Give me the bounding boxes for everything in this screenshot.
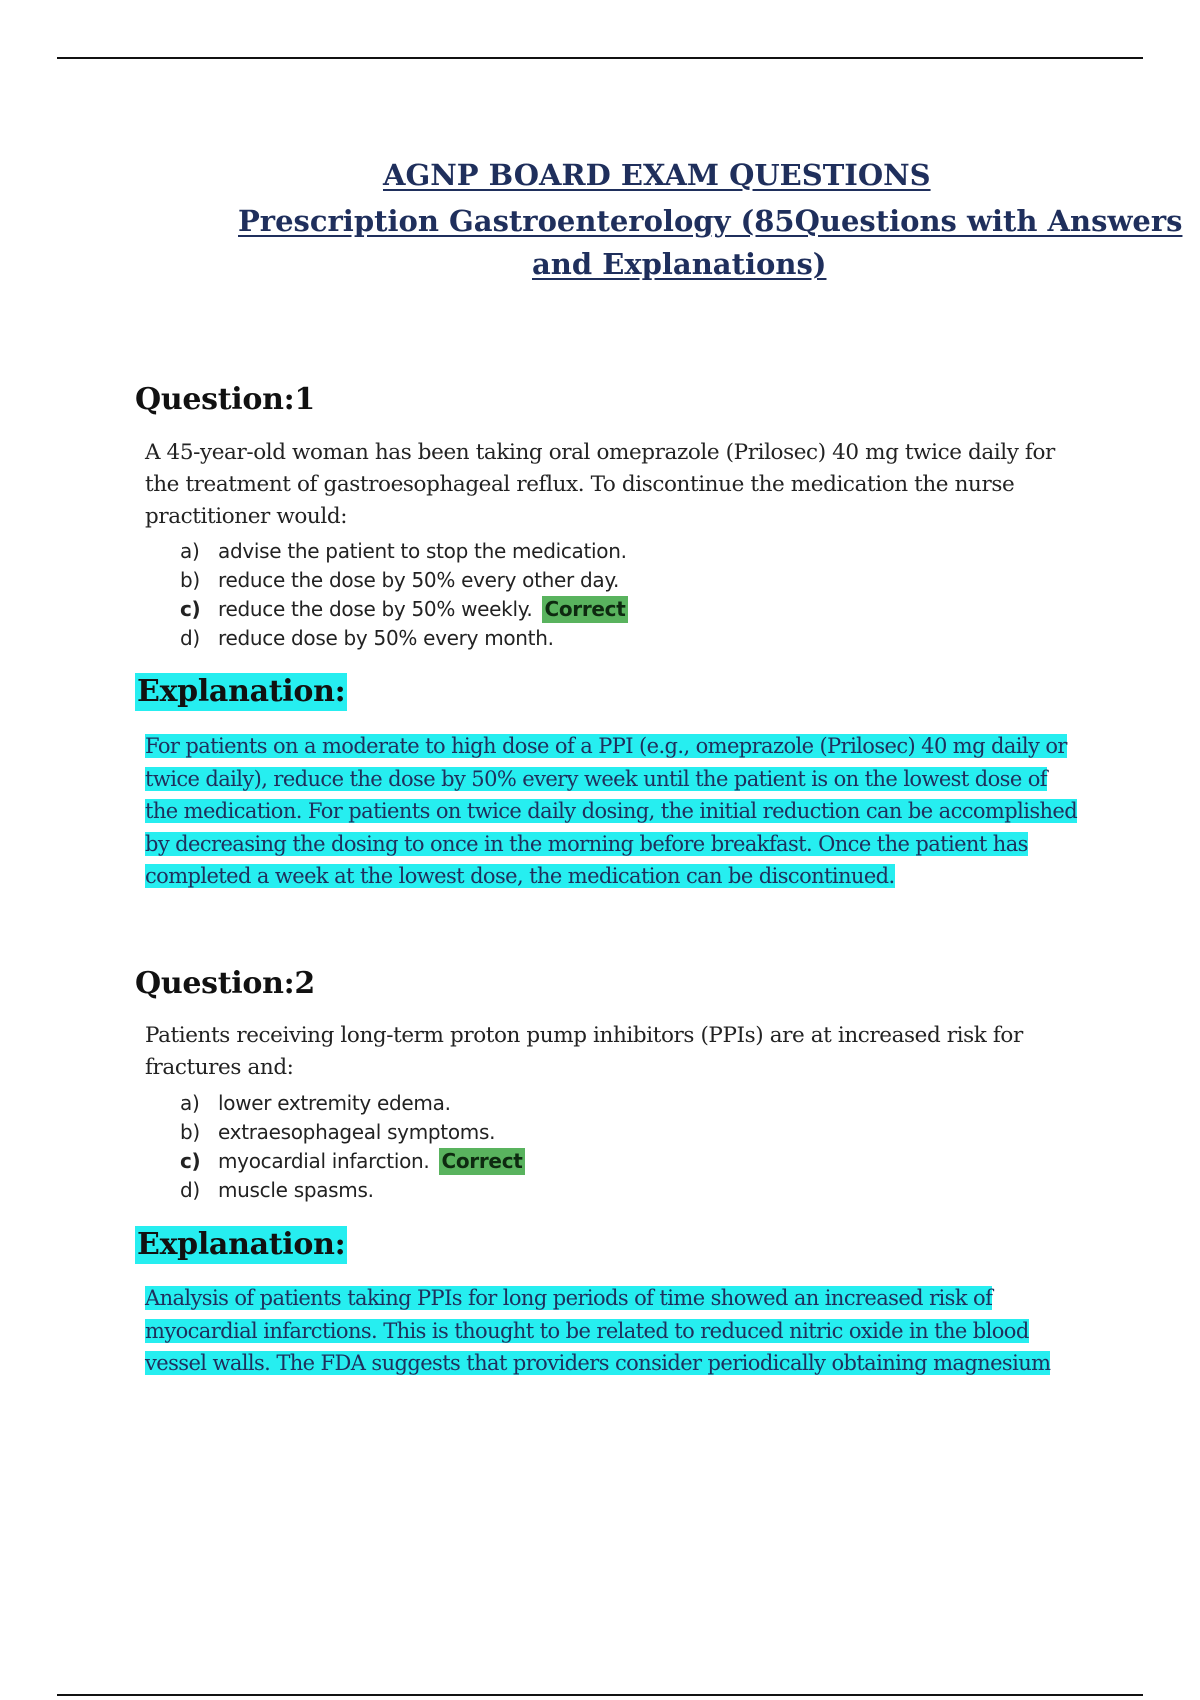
explanation-2-body: Analysis of patients taking PPIs for long periods of time showed an increased risk of myocardial infarctions. This is thought to be related to reduced nitric oxide in the blood vessel walls. The FDA suggests that providers consider periodically obtaining magnesium	[145, 1286, 1051, 1375]
footer-rule	[57, 1694, 1143, 1696]
option-text: myocardial infarction.	[218, 1149, 430, 1173]
question-1-text: A 45-year-old woman has been taking oral omeprazole (Prilosec) 40 mg twice daily for the treatment of gastroesophageal reflux. To discontinue the medication the nurse practitioner would:	[145, 440, 1055, 529]
option-item-correct	[180, 1147, 525, 1176]
option-letter: c)	[180, 1149, 201, 1173]
option-letter: d)	[180, 626, 200, 650]
correct-badge: Correct	[544, 597, 626, 621]
option-item	[180, 566, 628, 595]
option-item	[180, 1089, 525, 1118]
title-line-3: and Explanations)	[532, 247, 827, 281]
title-line-1: AGNP BOARD EXAM QUESTIONS	[383, 158, 931, 192]
option-text: reduce the dose by 50% every other day.	[218, 568, 620, 592]
question-1-options	[180, 537, 628, 653]
option-text: lower extremity edema.	[218, 1091, 451, 1115]
option-letter: a)	[180, 539, 200, 563]
option-letter: b)	[180, 568, 200, 592]
correct-badge: Correct	[441, 1149, 523, 1173]
option-letter: c)	[180, 597, 201, 621]
option-letter: a)	[180, 1091, 200, 1115]
option-item	[180, 1176, 525, 1205]
option-item-correct	[180, 595, 628, 624]
option-text: muscle spasms.	[218, 1178, 374, 1202]
option-letter: d)	[180, 1178, 200, 1202]
explanation-1-body: For patients on a moderate to high dose of a PPI (e.g., omeprazole (Prilosec) 40 mg daily or twice daily), reduce the dose by 50% every week until the patient is on the lowest dose of the medication. For patients on twice daily dosing, the initial reduction can be accomplished by decreasing the dosing to once in the morning before breakfast. Once the patient has completed a week at the lowest dose, the medication can be discontinued.	[145, 734, 1078, 888]
option-text: advise the patient to stop the medication.	[218, 539, 627, 563]
option-text: reduce dose by 50% every month.	[218, 626, 554, 650]
question-1-heading: Question:1	[135, 382, 315, 417]
explanation-2-heading: Explanation:	[137, 1227, 346, 1262]
question-2-options	[180, 1089, 525, 1205]
option-letter: b)	[180, 1120, 200, 1144]
option-item	[180, 624, 628, 653]
option-item	[180, 537, 628, 566]
header-rule	[57, 57, 1143, 59]
option-text: reduce the dose by 50% weekly.	[218, 597, 533, 621]
option-text: extraesophageal symptoms.	[218, 1120, 496, 1144]
explanation-1-heading: Explanation:	[137, 674, 346, 709]
explanation-2-text	[145, 1282, 1080, 1380]
question-2-text: Patients receiving long-term proton pump inhibitors (PPIs) are at increased risk for fractures and:	[145, 1023, 1023, 1080]
title-line-2: Prescription Gastroenterology (85Questions with Answers	[238, 204, 1183, 238]
option-item	[180, 1118, 525, 1147]
question-2-heading: Question:2	[135, 966, 315, 1001]
explanation-1-text	[145, 730, 1080, 893]
